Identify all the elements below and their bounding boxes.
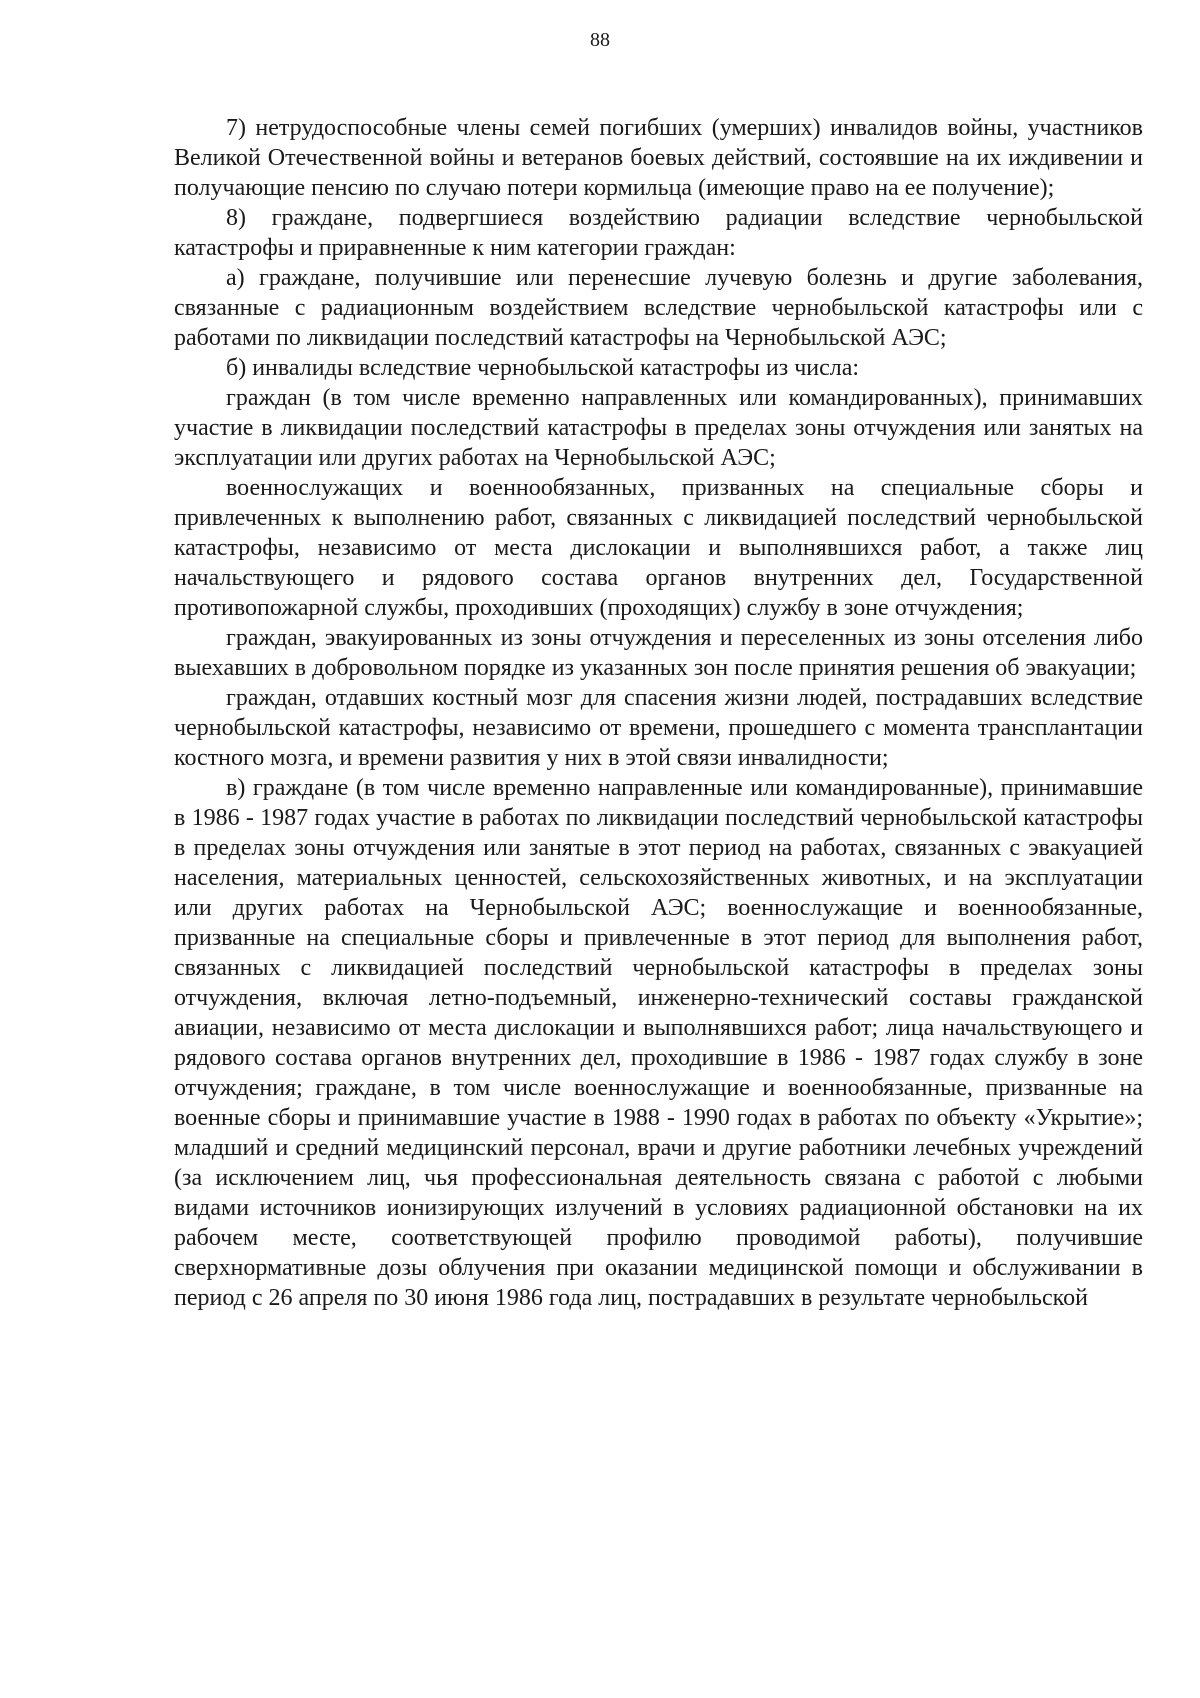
paragraph-subitem-v: в) граждане (в том числе временно направленные или командированные), принимавшие в 1986 - 1987 годах участие в работах по ликвидации последствий чернобыльской катастрофы в пределах зоны отчуждения или занятые в этот период на работах, связанных с эвакуацией населения, материальных ценностей, сельскохозяйственных животных, и на эксплуатации или других работах на Чернобыльской АЭС; военнослужащие и военнообязанные, призванные на специальные сборы и привлеченные в этот период для выполнения работ, связанных с ликвидацией последствий чернобыльской катастрофы в пределах зоны отчуждения, включая летно-подъемный, инженерно-технический составы гражданской авиации, независимо от места дислокации и выполнявшихся работ; лица начальствующего и рядового состава органов внутренних дел, проходившие в 1986 - 1987 годах службу в зоне отчуждения; граждане, в том числе военнослужащие и военнообязанные, призванные на военные сборы и принимавшие участие в 1988 - 1990 годах в работах по объекту «Укрытие»; младший и средний медицинский персонал, врачи и другие работники лечебных учреждений (за исключением лиц, чья профессиональная деятельность связана с работой с любыми видами источников ионизирующих излучений в условиях радиационной обстановки на их рабочем месте, соответствующей профилю проводимой работы), получившие сверхнормативные дозы облучения при оказании медицинской помощи и обслуживании в период с 26 апреля по 30 июня 1986 года лиц, пострадавших в результате чернобыльской [174,775,1143,1311]
document-body [174,113,1143,1313]
paragraph-item-8: 8) граждане, подвергшиеся воздействию радиации вследствие чернобыльской катастрофы и приравненные к ним категории граждан: [174,205,1143,261]
paragraph-subitem-b: б) инвалиды вследствие чернобыльской катастрофы из числа: [226,355,860,381]
paragraph-b-citizens-liquidators: граждан (в том числе временно направленных или командированных), принимавших участие в ликвидации последствий катастрофы в пределах зоны отчуждения или занятых на эксплуатации или других работах на Чернобыльской АЭС; [174,385,1143,471]
paragraph-b-military: военнослужащих и военнообязанных, призванных на специальные сборы и привлеченных к выполнению работ, связанных с ликвидацией последствий чернобыльской катастрофы, независимо от места дислокации и выполнявшихся работ, а также лиц начальствующего и рядового состава органов внутренних дел, Государственной противопожарной службы, проходивших (проходящих) службу в зоне отчуждения; [174,475,1143,621]
paragraph-item-7: 7) нетрудоспособные члены семей погибших (умерших) инвалидов войны, участников Великой Отечественной войны и ветеранов боевых действий, состоявшие на их иждивении и получающие пенсию по случаю потери кормильца (имеющие право на ее получение); [174,115,1143,201]
page-number: 88 [590,29,610,51]
paragraph-b-bone-marrow-donors: граждан, отдавших костный мозг для спасения жизни людей, пострадавших вследствие чернобыльской катастрофы, независимо от времени, прошедшего с момента трансплантации костного мозга, и времени развития у них в этой связи инвалидности; [174,685,1143,771]
paragraph-b-evacuated: граждан, эвакуированных из зоны отчуждения и переселенных из зоны отселения либо выехавших в добровольном порядке из указанных зон после принятия решения об эвакуации; [174,625,1143,681]
paragraph-subitem-a: а) граждане, получившие или перенесшие лучевую болезнь и другие заболевания, связанные с радиационным воздействием вследствие чернобыльской катастрофы или с работами по ликвидации последствий катастрофы на Чернобыльской АЭС; [174,265,1143,351]
